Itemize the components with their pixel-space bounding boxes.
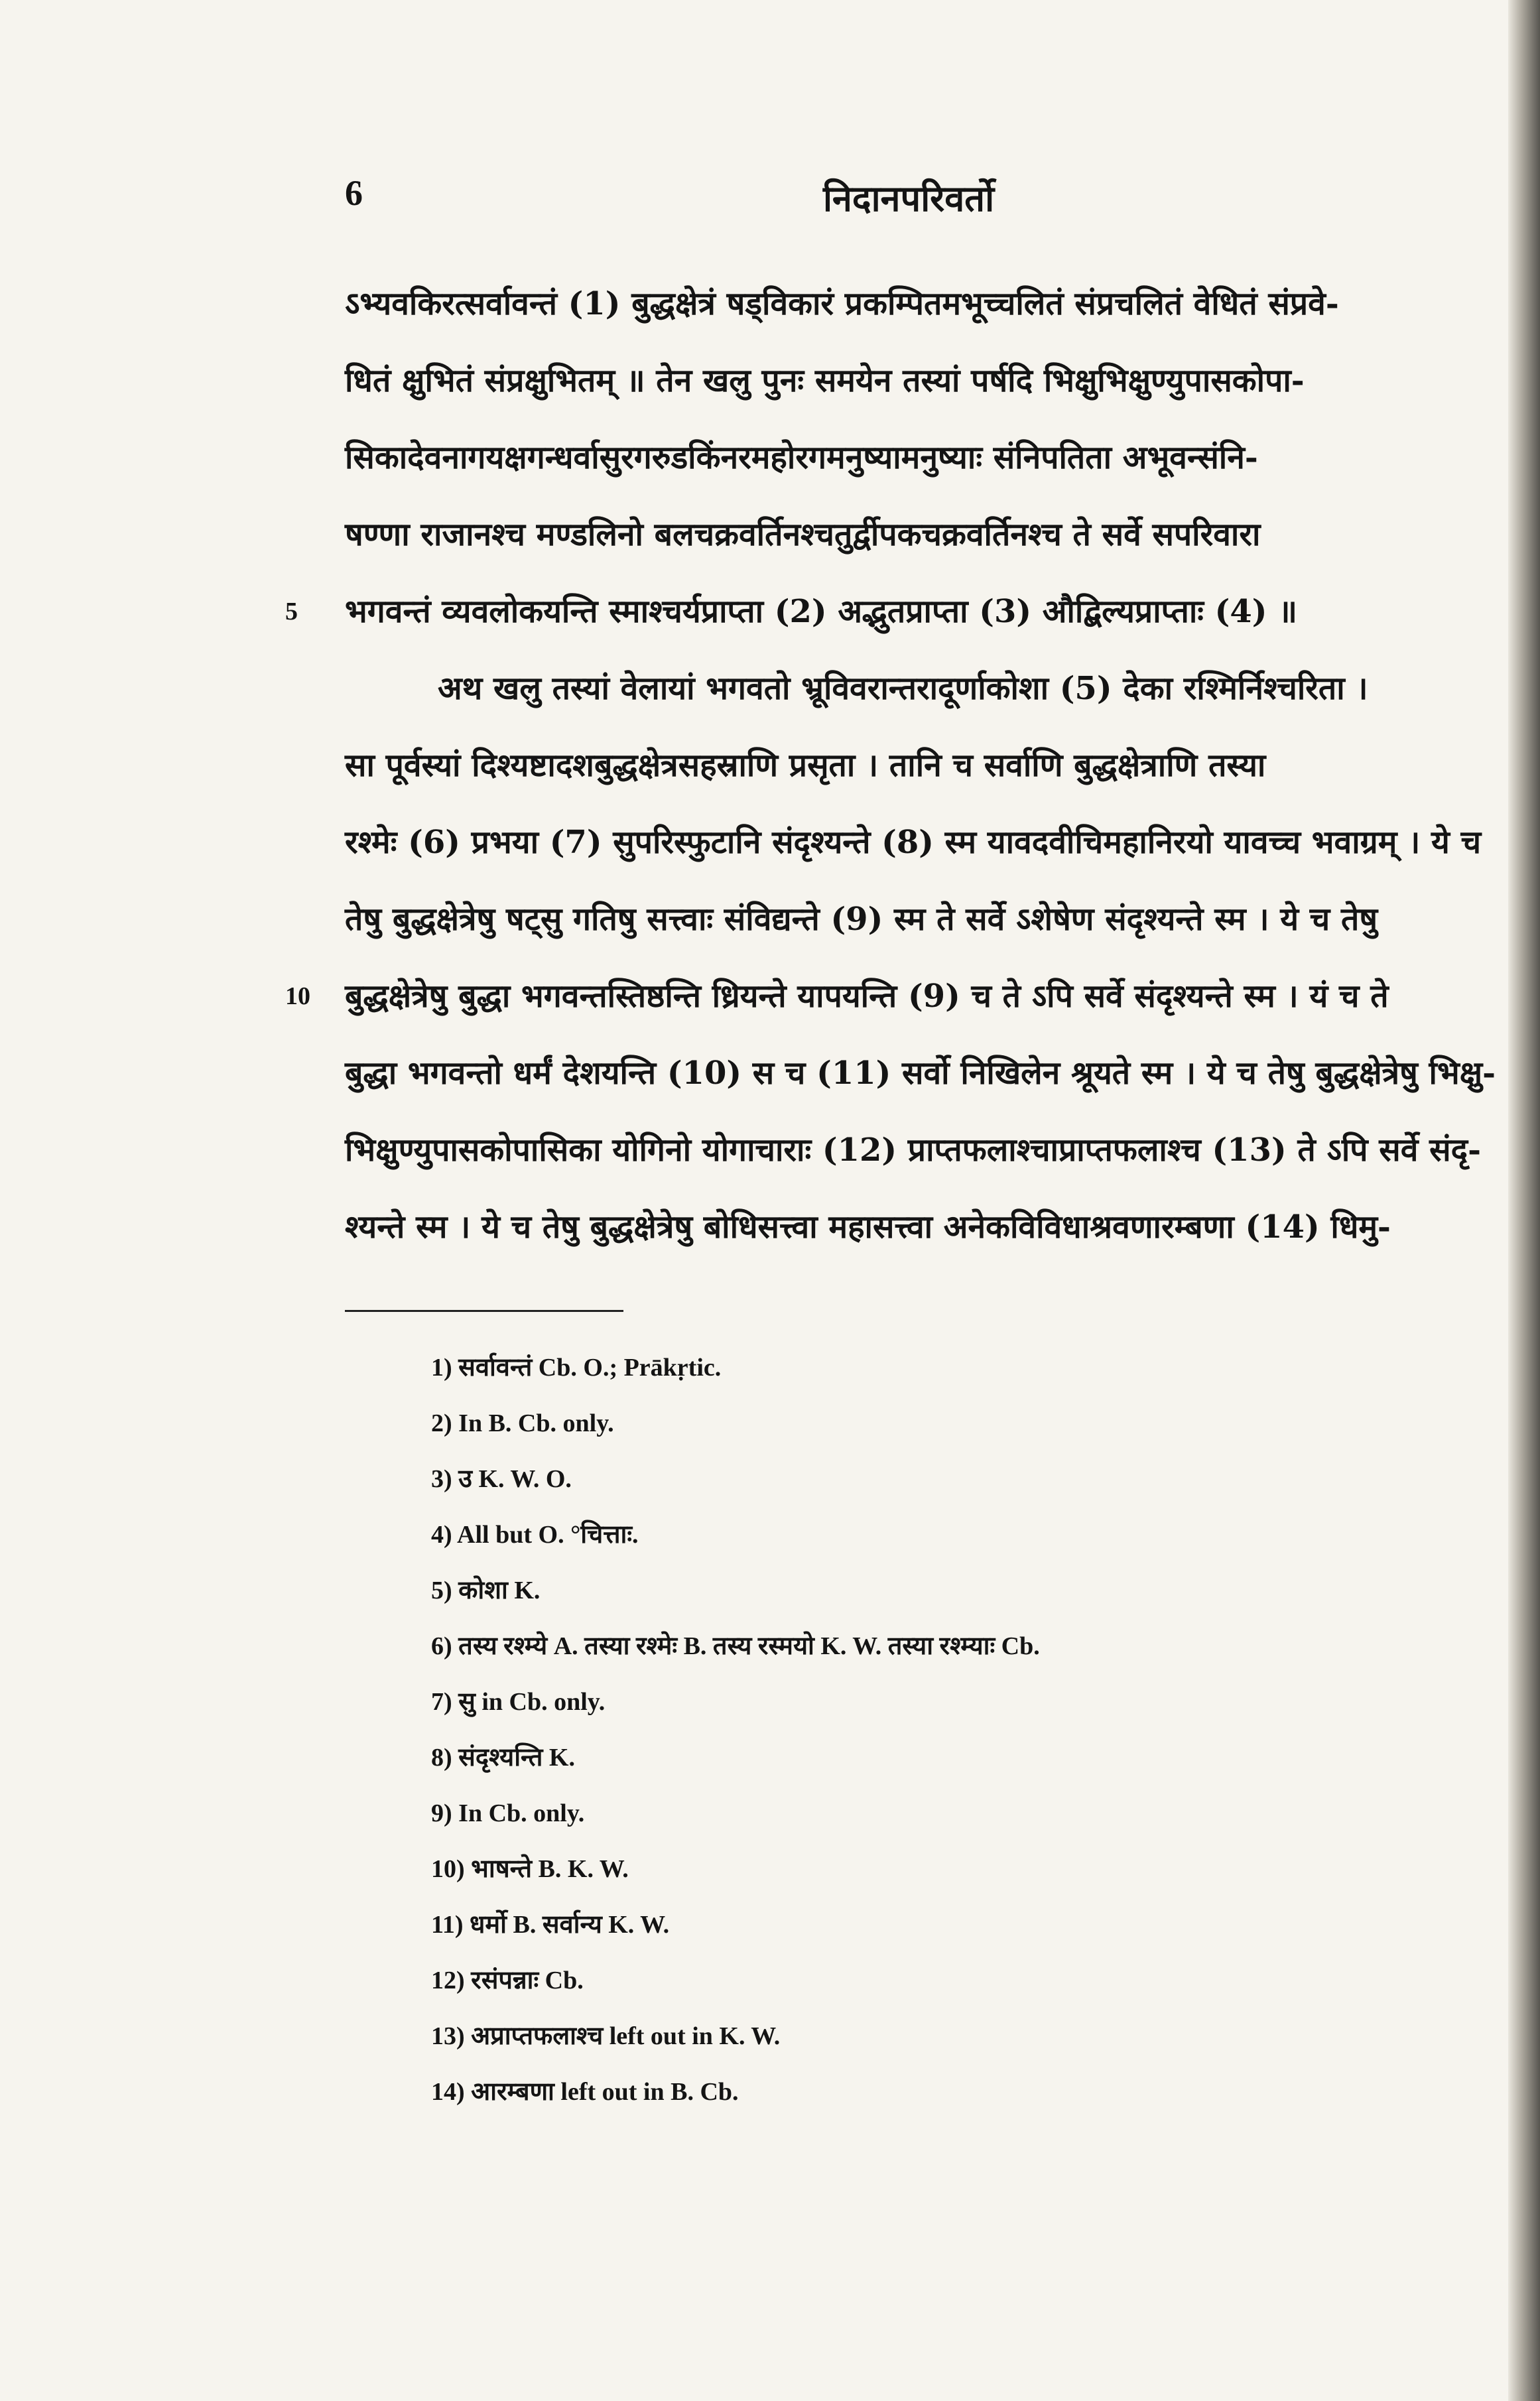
footnotes	[431, 1340, 1360, 2120]
text-line	[345, 650, 1472, 727]
footnote: 4) All but O. °चित्ताः.	[431, 1521, 639, 1549]
line-text: रश्मेः (6) प्रभया (7) सुपरिस्फुटानि संदृश्यन्ते (8) स्म यावदवीचिमहानिरयो यावच्च भवाग्रम् । ये च	[345, 824, 1482, 861]
footnote: 11) धर्मो B. सर्वान्य K. W.	[431, 1911, 670, 1939]
footnote: 6) तस्य रश्म्ये A. तस्या रश्मेः B. तस्य रस्मयो K. W. तस्या रश्म्याः Cb.	[431, 1632, 1040, 1660]
footnote: 12) रसंपन्नाः Cb.	[431, 1967, 584, 1994]
line-number: 5	[285, 598, 298, 625]
text-line	[345, 881, 1472, 958]
page-header	[345, 172, 1472, 226]
footnote: 2) In B. Cb. only.	[431, 1409, 614, 1437]
footnote: 3) उ K. W. O.	[431, 1465, 572, 1493]
footnote: 1) सर्वावन्तं Cb. O.; Prākṛtic.	[431, 1354, 722, 1382]
text-line	[345, 1112, 1481, 1189]
footnote: 8) संदृश्यन्ति K.	[431, 1744, 575, 1772]
footnote: 9) In Cb. only.	[431, 1799, 585, 1827]
footnote: 13) अप्राप्तफलाश्च left out in K. W.	[431, 2022, 781, 2050]
line-text: भगवन्तं व्यवलोकयन्ति स्माश्चर्यप्राप्ता (2) अद्भुतप्राप्ता (3) औद्बिल्यप्राप्ताः (4) ॥	[345, 593, 1297, 630]
line-text: श्यन्ते स्म । ये च तेषु बुद्धक्षेत्रेषु बोधिसत्त्वा महासत्त्वा अनेकविविधाश्रवणारम्बणा (14) धिमु-	[345, 1208, 1391, 1246]
text-line	[345, 1035, 1496, 1112]
footnote: 7) सु in Cb. only.	[431, 1688, 606, 1716]
text-line	[345, 419, 1472, 496]
line-text: बुद्धक्षेत्रेषु बुद्धा भगवन्तस्तिष्ठन्ति ध्रियन्ते यापयन्ति (9) च ते ऽपि सर्वे संदृश्यन्ते स्म । यं च ते	[345, 978, 1389, 1015]
text-line	[345, 496, 1472, 573]
footnote-rule	[345, 1310, 623, 1312]
footnote: 10) भाषन्ते B. K. W.	[431, 1855, 629, 1883]
text-line	[345, 727, 1472, 804]
line-text: सा पूर्वस्यां दिश्यष्टादशबुद्धक्षेत्रसहस्राणि प्रसृता । तानि च सर्वाणि बुद्धक्षेत्राणि तस्या	[345, 747, 1266, 784]
text-line	[285, 573, 1472, 650]
text-line	[285, 958, 1472, 1035]
line-text: बुद्धा भगवन्तो धर्मं देशयन्ति (10) स च (11) सर्वो निखिलेन श्रूयते स्म । ये च तेषु बुद्धक्षेत्रेषु भिक्षु-	[345, 1055, 1496, 1092]
line-text: धितं क्षुभितं संप्रक्षुभितम् ॥ तेन खलु पुनः समयेन तस्यां पर्षदि भिक्षुभिक्षुण्युपासकोपा-	[345, 362, 1305, 399]
line-text: तेषु बुद्धक्षेत्रेषु षट्सु गतिषु सत्त्वाः संविद्यन्ते (9) स्म ते सर्वे ऽशेषेण संदृश्यन्ते स्म । ये च तेषु	[345, 901, 1378, 938]
line-text: अथ खलु तस्यां वेलायां भगवतो भ्रूविवरान्तरादूर्णाकोशा (5) देका रश्मिर्निश्चरिता ।	[438, 670, 1368, 707]
text-line	[345, 1189, 1472, 1265]
page-number: 6	[345, 173, 363, 213]
main-text	[285, 265, 1496, 1265]
footnote: 5) कोशा K.	[431, 1577, 541, 1604]
running-title: निदानपरिवर्तो	[822, 177, 995, 220]
book-spine-shadow	[1508, 0, 1540, 2401]
text-line	[345, 804, 1482, 881]
text-line	[345, 265, 1472, 342]
text-line	[345, 342, 1472, 419]
line-text: षण्णा राजानश्च मण्डलिनो बलचक्रवर्तिनश्चतुर्द्वीपकचक्रवर्तिनश्च ते सर्वे सपरिवारा	[345, 516, 1261, 553]
line-text: सिकादेवनागयक्षगन्धर्वासुरगरुडकिंनरमहोरगमनुष्यामनुष्याः संनिपतिता अभूवन्संनि-	[345, 439, 1258, 476]
line-number: 10	[285, 982, 310, 1010]
line-text: भिक्षुण्युपासकोपासिका योगिनो योगाचाराः (12) प्राप्तफलाश्चाप्राप्तफलाश्च (13) ते ऽपि सर्वे संदृ-	[345, 1132, 1481, 1169]
line-text: ऽभ्यवकिरत्सर्वावन्तं (1) बुद्धक्षेत्रं षड्विकारं प्रकम्पितमभूच्चलितं संप्रचलितं वेधितं संप्रवे-	[345, 285, 1339, 322]
footnote: 14) आरम्बणा left out in B. Cb.	[431, 2078, 739, 2106]
